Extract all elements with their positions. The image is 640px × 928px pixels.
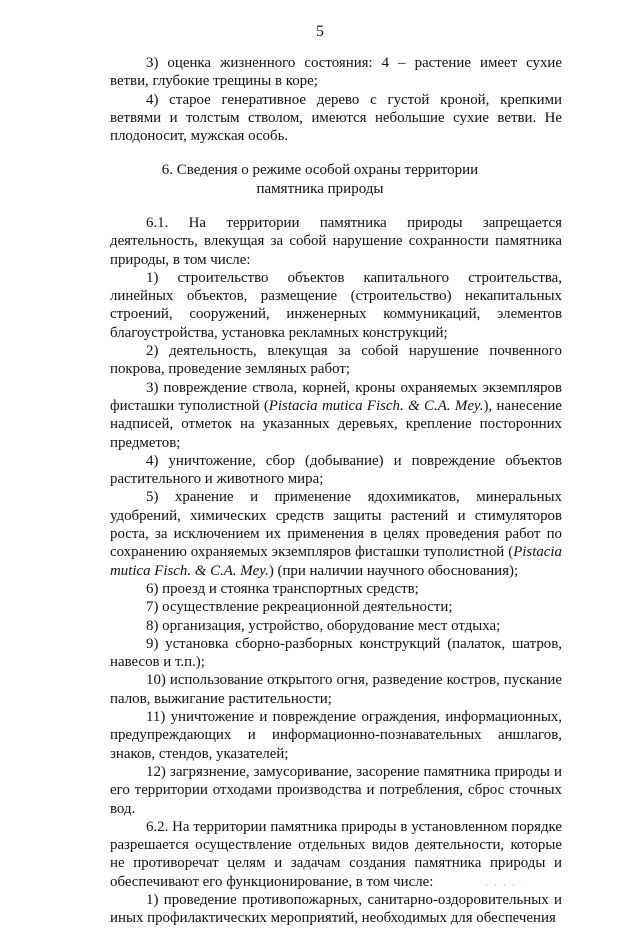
intro-item-3: 3) оценка жизненного состояния: 4 – растение имеет сухие ветви, глубокие трещины в коре; <box>110 55 562 90</box>
prohibited-item-9: 9) установка сборно-разборных конструкций (палаток, шатров, навесов и т.п.); <box>110 635 562 671</box>
prohibited-item-3-start: 3) повреждение ствола, корней, кроны охраняемых экземпляров фисташки туполистной ( <box>110 379 562 414</box>
prohibited-item-12: 12) загрязнение, замусоривание, засорение памятника природы и его территории отходами производства и потребления, сброс сточных вод. <box>110 763 562 817</box>
prohibited-item-10: 10) использование открытого огня, разведение костров, пускание палов, выжигание растительности; <box>110 672 562 707</box>
permitted-item-1: 1) проведение противопожарных, санитарно-оздоровительных и иных профилактических мероприятий, необходимых для обеспечения <box>110 891 562 927</box>
prohibited-item-5 <box>110 488 562 579</box>
section-heading-line1: 6. Сведения о режиме особой охраны территории <box>161 162 479 178</box>
prohibited-item-11: 11) уничтожение и повреждение ограждения, информационных, предупреждающих и информационно-познавательных аншлагов, знаков, стендов, указателей; <box>110 709 562 762</box>
prohibited-item-4: 4) уничтожение, сбор (добывание) и повреждение объектов растительного и животного мира; <box>110 452 562 488</box>
section-heading <box>0 161 640 198</box>
section-heading-line2: памятника природы <box>256 180 384 197</box>
species-latin-name: Pistacia mutica Fisch. & C.A. Mey. <box>110 544 562 579</box>
clause-6-1: 6.1. На территории памятника природы запрещается деятельность, влекущая за собой нарушение сохранности памятника природы, в том числе: <box>110 215 562 268</box>
prohibited-item-5-start: 5) хранение и применение ядохимикатов, минеральных удобрений, химических средств защиты растений и стимуляторов роста, за исключением их применения в целях проведения работ по сохранению охраняемых экземпляров фисташки туполистной ( <box>110 489 562 561</box>
clause-6-2: 6.2. На территории памятника природы в установленном порядке разрешается осуществление отдельных видов деятельности, которые не противоречат целям и задачам создания памятника природы и обеспечивают его функционирование, в том числе: <box>110 818 562 890</box>
intro-text <box>110 54 562 145</box>
prohibited-item-8: 8) организация, устройство, оборудование мест отдыха; <box>146 617 501 634</box>
prohibited-item-6: 6) проезд и стоянка транспортных средств; <box>146 580 419 597</box>
prohibited-item-1: 1) строительство объектов капитального строительства, линейных объектов, размещение (строительство) некапитальных строений, сооружений, инженерных коммуникаций, элементов благоустройства, установка рекламных конструкций; <box>110 269 562 341</box>
prohibited-item-5-end: ) (при наличии научного обоснования); <box>268 562 519 579</box>
species-latin-name: Pistacia mutica Fisch. & C.A. Mey. <box>268 397 484 414</box>
prohibited-item-3-end: ), нанесение надписей, отметок на указанных деревьях, крепление посторонних предметов; <box>110 397 562 451</box>
prohibited-item-7: 7) осуществление рекреационной деятельности; <box>146 599 453 616</box>
section-body <box>110 214 562 928</box>
prohibited-item-2: 2) деятельность, влекущая за собой нарушение почвенного покрова, проведение земляных работ; <box>110 343 562 378</box>
scan-noise <box>482 882 522 888</box>
prohibited-item-3 <box>110 379 562 452</box>
intro-item-4: 4) старое генеративное дерево с густой кроной, крепкими ветвями и толстым стволом, имеются небольшие сухие ветви. Не плодоносит, мужская особь. <box>110 91 562 145</box>
page-number: 5 <box>316 23 324 40</box>
